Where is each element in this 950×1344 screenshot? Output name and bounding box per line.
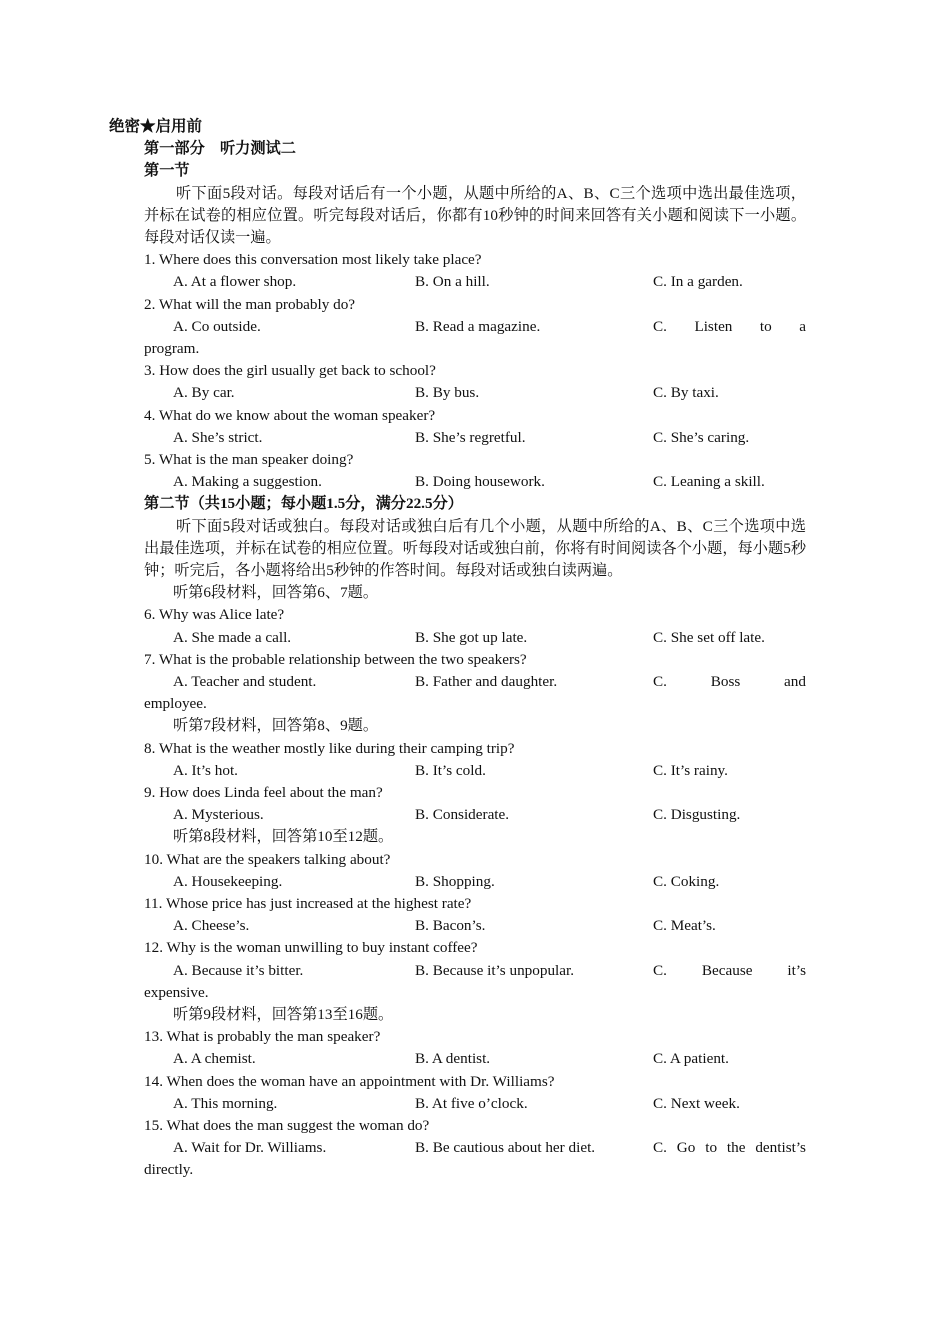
option-c: C. Because it’s [653,961,806,979]
question-4: 4. What do we know about the woman speaker? [144,406,436,424]
option-b: B. Shopping. [415,872,495,890]
question-14: 14. When does the woman have an appointment with Dr. Williams? [144,1072,555,1090]
option-c: C. By taxi. [653,384,719,402]
option-c: C. She set off late. [653,628,765,646]
section2-title: 第二节（共15小题；每小题1.5分，满分22.5分） [144,495,463,513]
question-8: 8. What is the weather mostly like during their camping trip? [144,739,515,757]
confidential-label: 绝密★启用前 [109,118,203,135]
option-c: C. Next week. [653,1094,740,1112]
options-11 [144,915,806,937]
option-c: C. Coking. [653,872,720,890]
option-c-wrap: employee. [144,695,207,713]
option-a: A. A chemist. [173,1050,256,1068]
options-6 [144,627,806,649]
question-12: 12. Why is the woman unwilling to buy instant coffee? [144,939,478,957]
option-a: A. She made a call. [173,628,292,646]
option-a: A. At a flower shop. [173,273,297,291]
option-c: C. Disgusting. [653,806,741,824]
question-1: 1. Where does this conversation most likely take place? [144,251,482,269]
option-b: B. Because it’s unpopular. [415,961,575,979]
option-b: B. Be cautious about her diet. [415,1139,596,1157]
question-15: 15. What does the man suggest the woman do? [144,1116,430,1134]
section1-intro: 听下面5段对话。每段对话后有一个小题，从题中所给的A、B、C三个选项中选出最佳选项，并标在试卷的相应位置。听完每段对话后，你都有10秒钟的时间来回答有关小题和阅读下一小题。每段对话仅读一遍。 [144,184,806,246]
option-c: C. Listen to a [653,317,806,335]
material-6-instruction: 听第6段材料，回答第6、7题。 [173,584,379,602]
question-3: 3. How does the girl usually get back to school? [144,362,436,380]
question-2: 2. What will the man probably do? [144,295,356,313]
question-13: 13. What is probably the man speaker? [144,1028,381,1046]
option-c: C. It’s rainy. [653,761,728,779]
option-a: A. Teacher and student. [173,672,317,690]
option-c-wrap: program. [144,339,200,357]
option-a: A. Co outside. [173,317,261,335]
option-b: B. A dentist. [415,1050,491,1068]
question-7: 7. What is the probable relationship between the two speakers? [144,650,527,668]
section1-title: 第一节 [144,162,190,180]
options-15 [144,1137,806,1159]
options-8 [144,760,806,782]
option-c: C. Boss and [653,672,806,690]
options-1 [144,271,806,293]
option-b: B. Considerate. [415,806,510,824]
question-10: 10. What are the speakers talking about? [144,850,391,868]
options-2 [144,316,806,338]
exam-content [144,116,806,1182]
option-c-wrap: directly. [144,1161,194,1179]
material-7-instruction: 听第7段材料，回答第8、9题。 [173,717,379,735]
options-13 [144,1048,806,1070]
options-12 [144,960,806,982]
option-c: C. Go to the dentist’s [653,1139,806,1157]
option-b: B. Father and daughter. [415,672,558,690]
option-c-wrap: expensive. [144,983,209,1001]
option-b: B. On a hill. [415,273,490,291]
option-b: B. Doing housework. [415,473,545,491]
options-5 [144,471,806,493]
options-3 [144,382,806,404]
part-title: 第一部分 听力测试二 [144,140,296,158]
option-b: B. Read a magazine. [415,317,541,335]
question-5: 5. What is the man speaker doing? [144,450,354,468]
option-a: A. Wait for Dr. Williams. [173,1139,327,1157]
option-b: B. She’s regretful. [415,428,526,446]
option-a: A. By car. [173,384,235,402]
material-9-instruction: 听第9段材料，回答第13至16题。 [173,1005,394,1023]
option-b: B. It’s cold. [415,761,486,779]
option-c: C. In a garden. [653,273,743,291]
options-10 [144,871,806,893]
option-a: A. Making a suggestion. [173,473,322,491]
option-a: A. Cheese’s. [173,917,250,935]
question-6: 6. Why was Alice late? [144,606,285,624]
option-b: B. Bacon’s. [415,917,486,935]
option-a: A. This morning. [173,1094,278,1112]
option-a: A. Housekeeping. [173,872,283,890]
question-11: 11. Whose price has just increased at the highest rate? [144,894,472,912]
options-7 [144,671,806,693]
option-a: A. It’s hot. [173,761,238,779]
options-4 [144,427,806,449]
section2-intro: 听下面5段对话或独白。每段对话或独白后有几个小题，从题中所给的A、B、C三个选项中选出最佳选项，并标在试卷的相应位置。听每段对话或独白前，你将有时间阅读各个小题，每小题5秒钟；听完后，各小题将给出5秒钟的作答时间。每段对话或独白读两遍。 [144,517,806,579]
option-c: C. She’s caring. [653,428,750,446]
option-c: C. Meat’s. [653,917,716,935]
option-c: C. A patient. [653,1050,729,1068]
option-a: A. Mysterious. [173,806,264,824]
option-b: B. By bus. [415,384,480,402]
options-14 [144,1093,806,1115]
option-b: B. At five o’clock. [415,1094,528,1112]
question-9: 9. How does Linda feel about the man? [144,783,383,801]
material-8-instruction: 听第8段材料，回答第10至12题。 [173,828,394,846]
options-9 [144,804,806,826]
option-b: B. She got up late. [415,628,528,646]
option-a: A. She’s strict. [173,428,263,446]
option-c: C. Leaning a skill. [653,473,765,491]
option-a: A. Because it’s bitter. [173,961,304,979]
